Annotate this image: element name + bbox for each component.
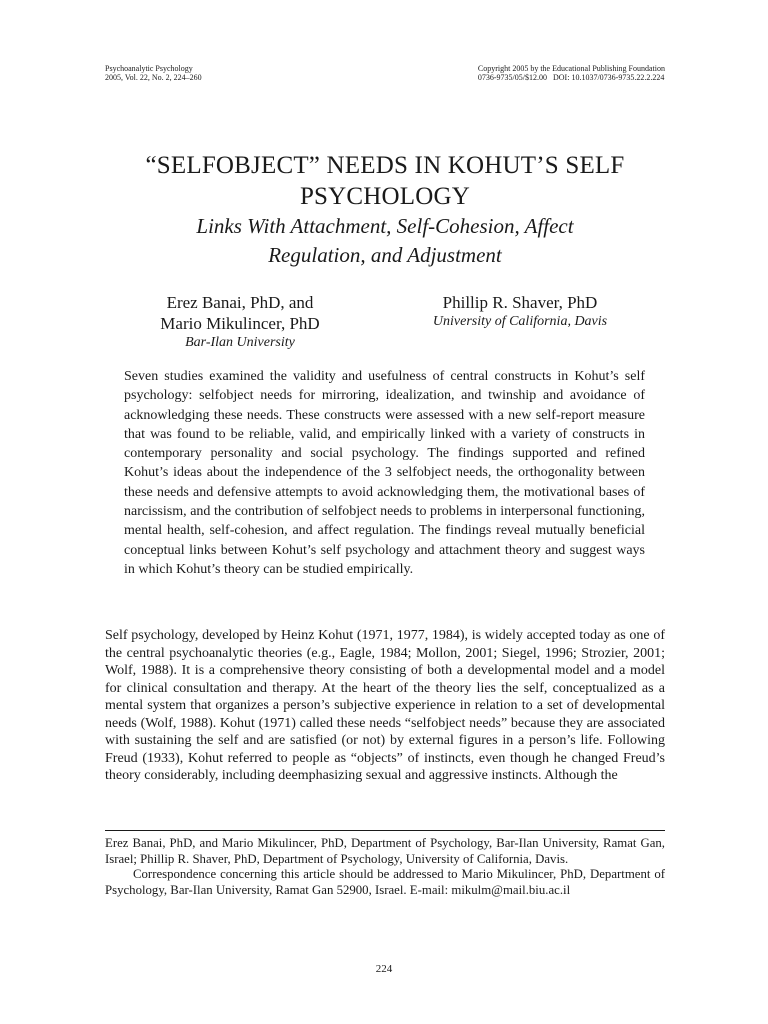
title-line: “SELFOBJECT” NEEDS IN KOHUT’S SELF (145, 152, 625, 179)
author-name: Erez Banai, PhD, and (166, 293, 314, 312)
author-group-right (410, 292, 630, 331)
author-group-left (130, 292, 350, 352)
author-affiliations-note: Erez Banai, PhD, and Mario Mikulincer, PhD, Department of Psychology, Bar-Ilan University, Ramat Gan, Israel; Phillip R. Shaver, PhD, Department of Psychology, University of California, Davis. (105, 836, 665, 866)
article-title (105, 150, 665, 212)
journal-name: Psychoanalytic Psychology (105, 64, 193, 73)
copyright-block (478, 64, 665, 82)
author-affiliation: Bar-Ilan University (185, 335, 295, 350)
copyright-notice: Copyright 2005 by the Educational Publishing Foundation (477, 64, 665, 73)
page-number: 224 (375, 963, 393, 975)
abstract: Seven studies examined the validity and usefulness of central constructs in Kohut’s self psychology: selfobject needs for mirroring, idealization, and twinship and avoidance of acknowledging these needs. These constructs were assessed with a new self-report measure that was found to be reliable, valid, and empirically linked with a variety of constructs in contemporary personality and social psychology. The findings supported and refined Kohut’s ideas about the independence of the 3 selfobject needs, the orthogonality between these needs and defensive attempts to avoid acknowledging them, the motivational bases of narcissism, and the contribution of selfobject needs to problems in interpersonal functioning, mental health, self-cohesion, and affect regulation. The findings reveal mutually beneficial conceptual links between Kohut’s self psychology and attachment theory and suggest ways in which Kohut’s theory can be studied empirically. (124, 369, 645, 577)
doi-line: 0736-9735/05/$12.00 DOI: 10.1037/0736-9735.22.2.224 (477, 73, 665, 82)
journal-citation (105, 64, 202, 82)
footnote-divider (105, 830, 665, 831)
title-line: PSYCHOLOGY (299, 183, 471, 210)
body-paragraph: Self psychology, developed by Heinz Kohut (1971, 1977, 1984), is widely accepted today as one of the central psychoanalytic theories (e.g., Eagle, 1984; Mollon, 2001; Siegel, 1996; Strozier, 2001; Wolf, 1988). It is a comprehensive theory consisting of both a developmental model and a model for clinical consultation and therapy. At the heart of the theory lies the self, conceptualized as a mental system that organizes a person’s subjective experience in relation to a set of developmental needs (Wolf, 1988). Kohut (1971) called these needs “selfobject needs” because they are associated with sustaining the self and are satisfied (or not) by external figures in a person’s life. Following Freud (1933), Kohut referred to people as “objects” of instincts, even though he changed Freud’s theory considerably, including deemphasizing sexual and aggressive instincts. Although the (105, 628, 665, 783)
article-subtitle (105, 212, 665, 270)
footnotes (105, 836, 665, 898)
author-affiliation: University of California, Davis (432, 314, 608, 329)
subtitle-line: Regulation, and Adjustment (268, 243, 502, 267)
volume-info: 2005, Vol. 22, No. 2, 224–260 (105, 73, 202, 82)
correspondence-note: Correspondence concerning this article should be addressed to Mario Mikulincer, PhD, Department of Psychology, Bar-Ilan University, Ramat Gan 52900, Israel. E-mail: mikulm@mail.biu.ac.il (105, 867, 665, 897)
author-name: Mario Mikulincer, PhD (160, 314, 320, 333)
subtitle-line: Links With Attachment, Self-Cohesion, Affect (196, 214, 574, 238)
author-name: Phillip R. Shaver, PhD (442, 293, 598, 312)
